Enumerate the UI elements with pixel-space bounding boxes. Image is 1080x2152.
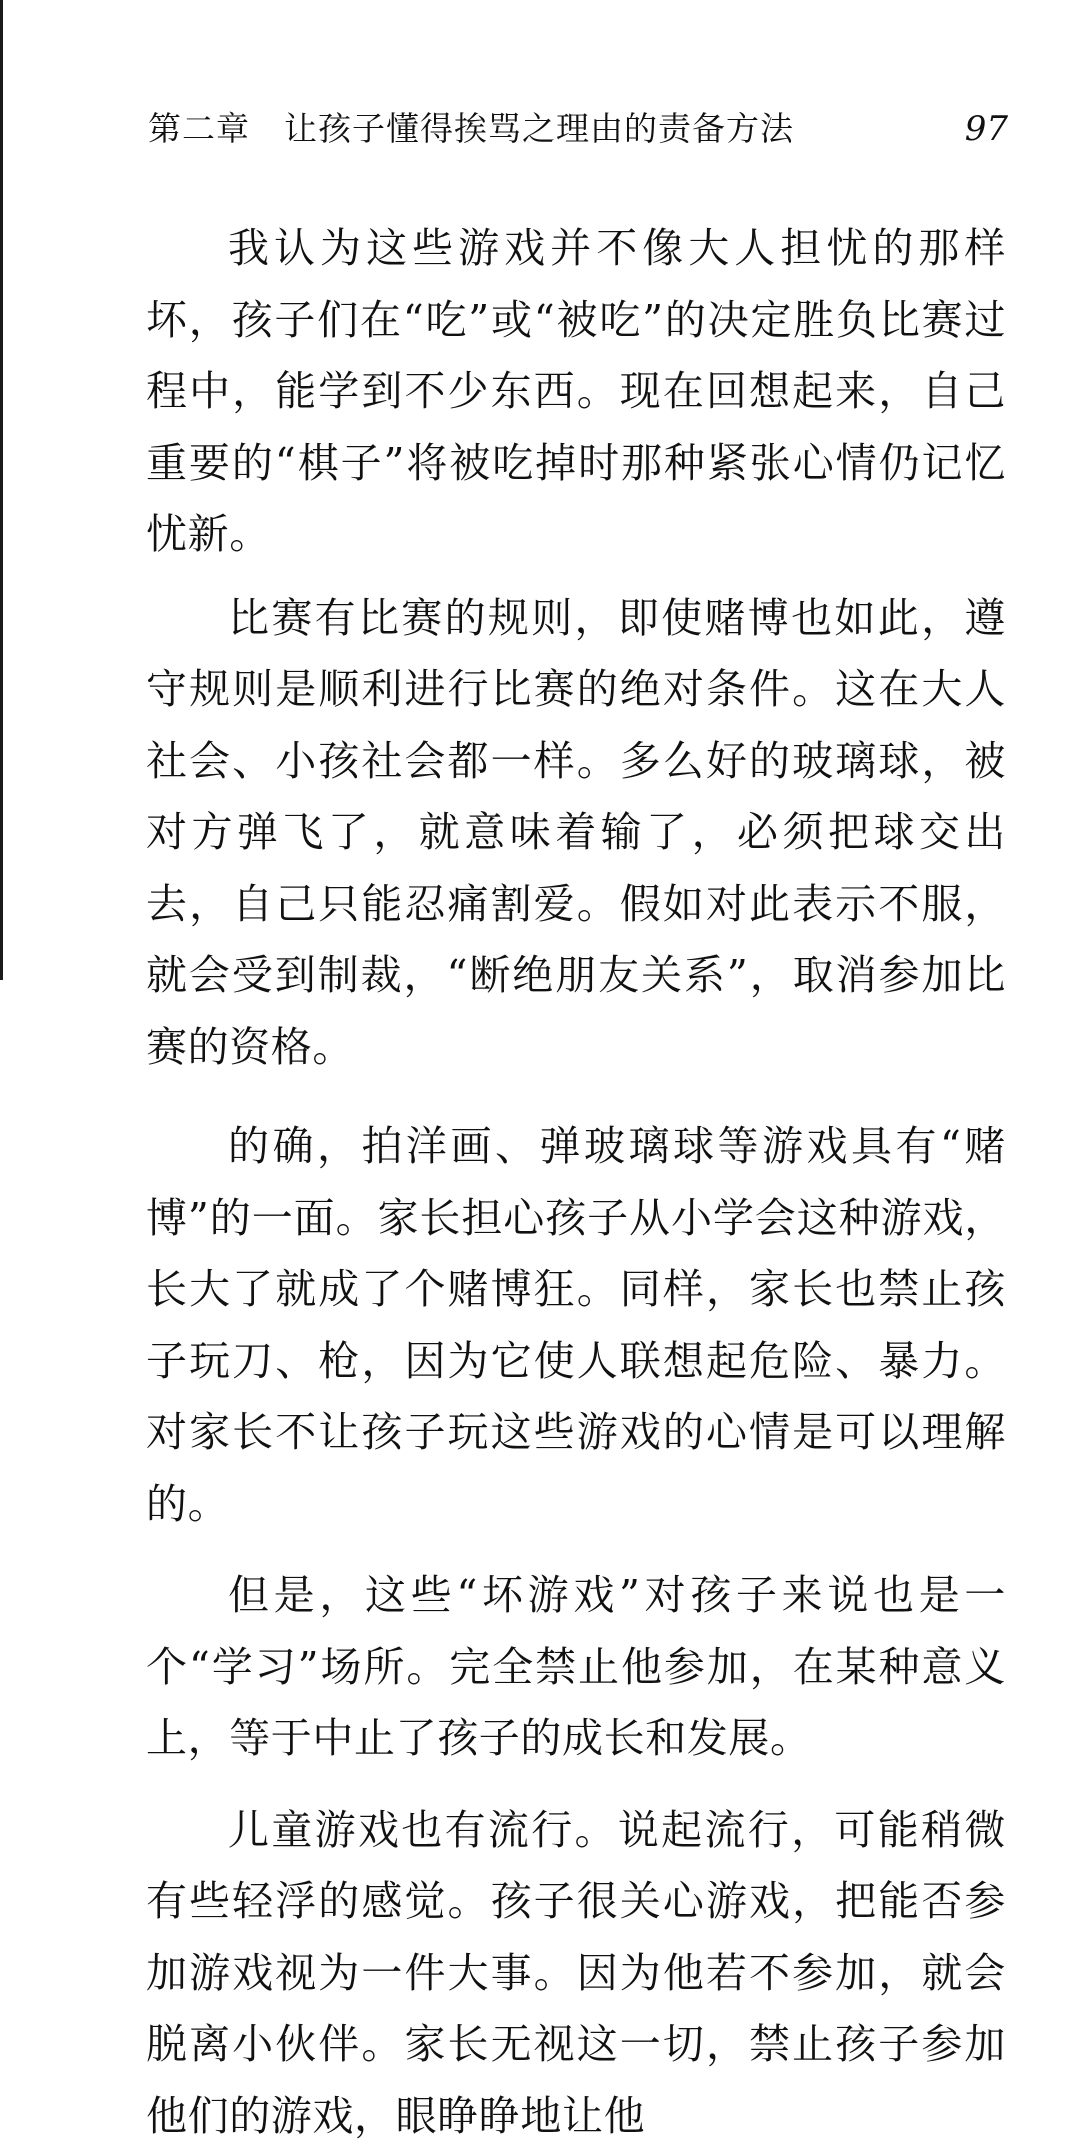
paragraph-4: 但是，这些“坏游戏”对孩子来说也是一个“学习”场所。完全禁止他参加，在某种意义上，等于中止了孩子的成长和发展。	[146, 1560, 1006, 1775]
paragraph-3: 的确，拍洋画、弹玻璃球等游戏具有“赌博”的一面。家长担心孩子从小学会这种游戏，长大了就成了个赌博狂。同样，家长也禁止孩子玩刀、枪，因为它使人联想起危险、暴力。对家长不让孩子玩这些游戏的心情是可以理解的。	[146, 1111, 1006, 1540]
paragraph-2: 比赛有比赛的规则，即使赌博也如此，遵守规则是顺利进行比赛的绝对条件。这在大人社会、小孩社会都一样。多么好的玻璃球，被对方弹飞了，就意味着输了，必须把球交出去，自己只能忍痛割爱。假如对此表示不服，就会受到制裁，“断绝朋友关系”，取消参加比赛的资格。	[146, 583, 1006, 1084]
paragraph-1: 我认为这些游戏并不像大人担忧的那样坏，孩子们在“吃”或“被吃”的决定胜负比赛过程中，能学到不少东西。现在回想起来，自己重要的“棋子”将被吃掉时那种紧张心情仍记忆忧新。	[146, 213, 1006, 571]
page-number: 97	[965, 104, 1008, 154]
paragraph-5: 儿童游戏也有流行。说起流行，可能稍微有些轻浮的感觉。孩子很关心游戏，把能否参加游戏视为一件大事。因为他若不参加，就会脱离小伙伴。家长无视这一切，禁止孩子参加他们的游戏，眼睁睁地让他	[146, 1795, 1006, 2152]
chapter-title: 第二章 让孩子懂得挨骂之理由的责备方法	[148, 104, 794, 154]
body-text	[146, 213, 1006, 2152]
binding-edge-line	[0, 0, 3, 980]
running-header	[148, 104, 1008, 154]
